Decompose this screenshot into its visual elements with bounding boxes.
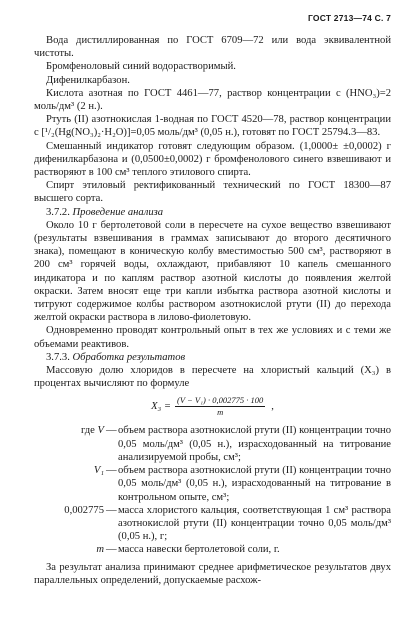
formula-numerator: (V − V₁) · 0,002775 · 100 [177,394,264,405]
definition-dash: — [106,425,117,437]
paragraph: Массовую долю хлоридов в пересчете на хлористый кальций (X₃) в процентах вычисляют по формуле [34,365,391,390]
definitions-list [34,424,391,556]
definition-var: V [97,425,104,437]
paragraph: Бромфеноловый синий водорастворимый. [46,61,236,73]
definition-dash: — [106,504,117,516]
definition-dash: — [106,544,117,556]
section-number: 3.7.2. [46,206,70,218]
paragraph: Дифенилкарбазон. [46,74,130,86]
section-title: Обработка результатов [72,351,186,363]
formula-denominator: m [217,406,224,417]
paragraph: Одновременно проводят контрольный опыт в тех же условиях и с теми же объемами реактивов. [34,325,391,350]
definition-text: масса навески бертолетовой соли, г. [118,544,280,556]
section-number: 3.7.3. [46,351,70,363]
page-header: ГОСТ 2713—74 С. 7 [307,13,391,23]
formula-tail: , [271,400,274,412]
section-title: Проведение анализа [72,206,164,218]
definition-symbol [34,464,104,504]
paragraph: За результат анализа принимают среднее арифметическое результатов двух параллельных определений, допускаемые расхож- [34,561,391,586]
definition-text: объем раствора азотнокислой ртути (II) концентрации точно 0,05 моль/дм³ (0,05 н.), израсходованный на титрование в контрольном опыте, см³; [118,465,391,503]
definition-var: m [96,544,104,556]
formula-fraction [175,395,265,418]
definition-dash: — [106,465,117,477]
section-heading-373 [34,351,391,364]
definition-var: V₁ [93,465,104,477]
definition-symbol: 0,002775 [64,504,104,516]
section-heading-372 [34,206,391,219]
paragraph: Кислота азотная по ГОСТ 4461—77, раствор концентрации c (HNO₃)=2 моль/дм³ (2 н.). [34,87,391,113]
definition-symbol [34,543,104,556]
paragraph: Спирт этиловый ректификованный технический по ГОСТ 18300—87 высшего сорта. [34,180,391,205]
definition-symbol [34,424,104,464]
definition-lead: где [80,425,95,437]
paragraph: Ртуть (II) азотнокислая 1-водная по ГОСТ 4520—78, раствор концентрации c [¹/₂(Hg(NO₃)₂·H₂O)]=0,05 моль/дм³ (0,05 н.), готовят по ГОСТ 25794.3—83. [34,114,391,139]
document-body [34,34,391,587]
formula [34,392,391,420]
paragraph: Смешанный индикатор готовят следующим образом. (1,0000± ±0,0002) г дифенилкарбазона и (0,0500±0,0002) г бромфенолового синего взвешивают и растворяют в 100 см³ теплого этилового спирта. [34,140,391,179]
definition-text: масса хлористого кальция, соответствующая 1 см³ раствора азотнокислой ртути (II) концентрации точно 0,05 моль/дм³ (0,05 н.), г; [118,504,391,543]
paragraph: Вода дистиллированная по ГОСТ 6709—72 или вода эквивалентной чистоты. [34,35,391,60]
definition-text: объем раствора азотнокислой ртути (II) концентрации точно 0,05 моль/дм³ (0,05 н.), израсходованный на титрование анализируемой пробы, см³; [118,425,391,463]
paragraph: Около 10 г бертолетовой соли в пересчете на сухое вещество взвешивают (результаты взвешивания в граммах записывают до второго десятичного знака), помещают в коническую колбу вместимостью 500 см³, растворяют в 200 см³ горячей воды, охлаждают, прибавляют 10 капель смешанного индикатора и по каплям раствор азотной кислоты до появления желтой окраски. Затем вносят еще три капли избытка раствора азотной кислоты и титруют содержимое колбы раствором азотнокислой ртути (II) до перехода желтой окраски раствора в лилово-фиолетовую. [34,219,391,324]
formula-lhs: X₃ = [151,400,172,412]
